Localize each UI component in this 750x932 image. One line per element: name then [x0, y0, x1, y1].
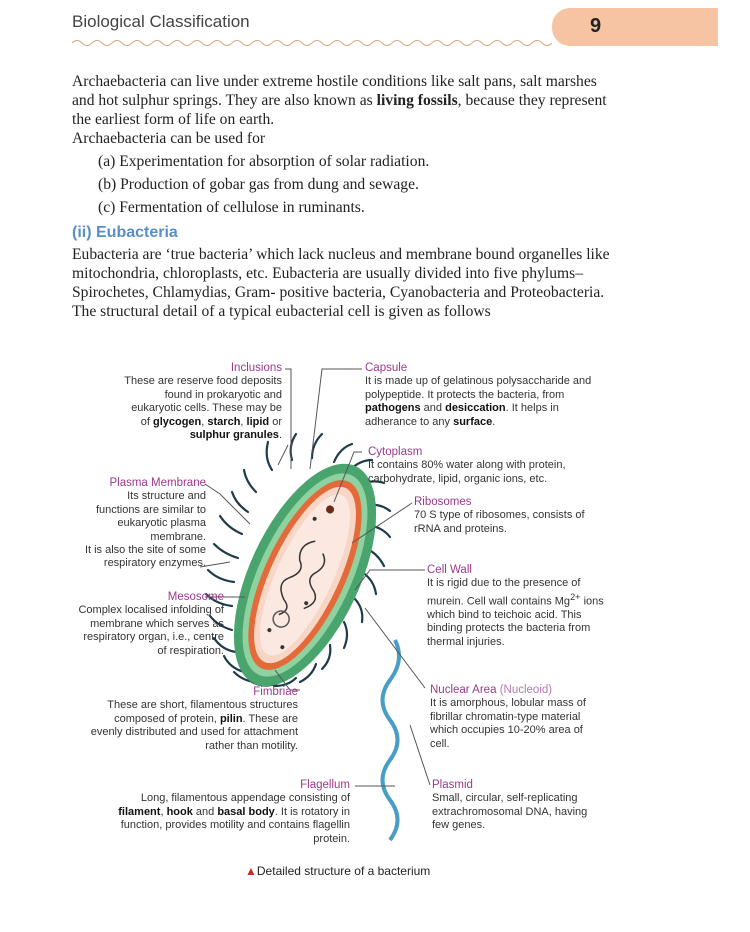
label-cytoplasm: Cytoplasm It contains 80% water along with protein, carbohydrate, lipid, organic ions, etc.: [368, 446, 566, 485]
label-inclusions: Inclusions These are reserve food deposits found in prokaryotic and eukaryotic cells. These may be of glycogen, starch, lipid or sulphur granules.: [124, 362, 282, 442]
label-plasmid: Plasmid Small, circular, self-replicating extrachromosomal DNA, having few genes.: [432, 779, 588, 832]
uses-list: [98, 150, 612, 219]
label-fimbriae: Fimbriae These are short, filamentous structures composed of protein, pilin. These are evenly distributed and used for attachment rather than motility.: [90, 686, 298, 752]
section-heading: (ii) Eubacteria: [72, 224, 178, 241]
label-nuclear-area: Nuclear Area (Nucleoid) It is amorphous, lobular mass of fibrillar chromatin-type material which occupies 10-20% area of cell.: [430, 684, 586, 750]
paragraph-archaebacteria: Archaebacteria can live under extreme hostile conditions like salt pans, salt marshes and hot sulphur springs. They are also known as living fossils, because they represent the earliest form of life on earth.: [72, 73, 607, 128]
paragraph-eubacteria: Eubacteria are ‘true bacteria’ which lack nucleus and membrane bound organelles like mitochondria, chloroplasts, etc. Eubacteria are usually divided into five phylums– Spirochetes, Chlamydias, Gram- positive bacteria, Cyanobacteria and Proteobacteria.: [72, 246, 610, 301]
label-cell-wall: Cell Wall It is rigid due to the presence of murein. Cell wall contains $Mg^{2+}$ ions which bind to teichoic acid. This binding protects the bacteria from thermal injuries.: [427, 564, 604, 648]
page-number-badge: [552, 8, 718, 46]
paragraph-uses: Archaebacteria can be used for: [72, 130, 266, 147]
list-item: (a) Experimentation for absorption of solar radiation.: [98, 153, 430, 170]
chapter-title: Biological Classification: [72, 12, 250, 31]
page-number: 9: [590, 15, 602, 37]
label-ribosomes: Ribosomes 70 S type of ribosomes, consists of rRNA and proteins.: [414, 496, 585, 535]
label-capsule: Capsule It is made up of gelatinous polysaccharide and polypeptide. It protects the bacteria, from pathogens and desiccation. It helps in adherance to any surface.: [365, 362, 592, 428]
label-mesosome: Mesosome Complex localised infolding of membrane which serves as respiratory organ, i.e., centre of respiration.: [78, 591, 224, 657]
list-item: (c) Fermentation of cellulose in ruminants.: [98, 199, 365, 216]
triangle-icon: ▲: [245, 864, 257, 878]
figure-caption: ▲Detailed structure of a bacterium: [245, 864, 431, 878]
decorative-wave: [72, 38, 552, 48]
list-item: (b) Production of gobar gas from dung and sewage.: [98, 176, 419, 193]
label-flagellum: Flagellum Long, filamentous appendage consisting of filament, hook and basal body. It is rotatory in function, provides motility and contains flagellin protein.: [118, 779, 350, 845]
paragraph-structure: The structural detail of a typical eubacterial cell is given as follows: [72, 303, 491, 320]
body-text: [72, 72, 612, 321]
label-plasma-membrane: Plasma Membrane Its structure and functions are similar to eukaryotic plasma membrane. It is also the site of some respiratory enzymes.: [84, 477, 206, 570]
